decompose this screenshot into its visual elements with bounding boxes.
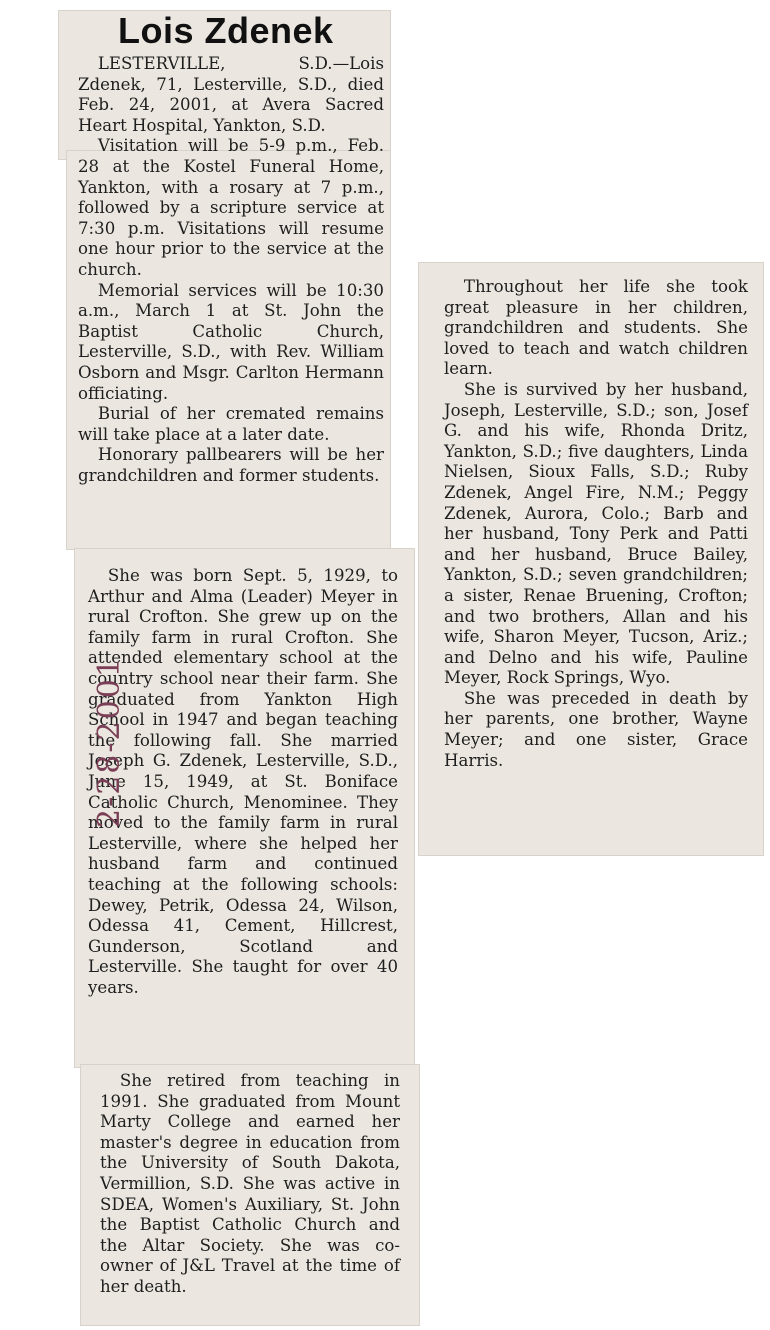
handwritten-date-annotation: 2-28-2001 [92,656,127,828]
obituary-column-1 [78,54,384,486]
obituary-column-3 [100,1071,400,1298]
paragraph-life: Throughout her life she took great pleasure in her children, grandchildren and students. She loved to teach and watch children learn. [444,277,748,379]
paragraph-survivors: She is survived by her husband, Joseph, Lesterville, S.D.; son, Josef G. and his wife, Rhonda Dritz, Yankton, S.D.; five daughters, Linda Nielsen, Sioux Falls, S.D.; Ruby Zdenek, Angel Fire, N.M.; Peggy Zdenek, Aurora, Colo.; Barb and her husband, Tony Perk and Patti and her husband, Bruce Bailey, Yankton, S.D.; seven grandchildren; a sister, Renae Bruening, Crofton; and two brothers, Allan and his wife, Sharon Meyer, Tucson, Ariz.; and Delno and his wife, Pauline Meyer, Rock Springs, Wyo. [444,379,748,688]
paragraph-memorial-services: Memorial services will be 10:30 a.m., March 1 at St. John the Baptist Catholic Church, Lesterville, S.D., with Rev. William Osborn and Msgr. Carlton Hermann officiating. [78,280,384,403]
paragraph-visitation: Visitation will be 5-9 p.m., Feb. 28 at the Kostel Funeral Home, Yankton, with a rosary at 7 p.m., followed by a scripture service at 7:30 p.m. Visitations will resume one hour prior to the service at the church. [78,136,384,279]
paragraph-burial: Burial of her cremated remains will take place at a later date. [78,404,384,444]
paragraph-biography: She was born Sept. 5, 1929, to Arthur and Alma (Leader) Meyer in rural Crofton. She grew up on the family farm in rural Crofton. She attended elementary school at the country school near their farm. She graduated from Yankton High School in 1947 and began teaching the following fall. She married Joseph G. Zdenek, Lesterville, S.D., June 15, 1949, at St. Boniface Catholic Church, Menominee. They moved to the family farm in rural Lesterville, where she helped her husband farm and continued teaching at the following schools: Dewey, Petrik, Odessa 24, Wilson, Odessa 41, Cement, Hillcrest, Gunderson, Scotland and Lesterville. She taught for over 40 years. [88,566,398,997]
paragraph-preceded: She was preceded in death by her parents, one brother, Wayne Meyer; and one sister, Grace Harris. [444,688,748,770]
obituary-column-4 [444,277,748,771]
paragraph-pallbearers: Honorary pallbearers will be her grandchildren and former students. [78,445,384,485]
paragraph-death-notice: LESTERVILLE, S.D.—Lois Zdenek, 71, Lesterville, S.D., died Feb. 24, 2001, at Avera Sacred Heart Hospital, Yankton, S.D. [78,54,384,135]
obituary-column-2 [88,566,398,998]
obituary-headline: Lois Zdenek [118,10,334,51]
paragraph-retirement: She retired from teaching in 1991. She graduated from Mount Marty College and earned her master's degree in education from the University of South Dakota, Vermillion, S.D. She was active in SDEA, Women's Auxiliary, St. John the Baptist Catholic Church and the Altar Society. She was co-owner of J&L Travel at the time of her death. [100,1071,400,1296]
